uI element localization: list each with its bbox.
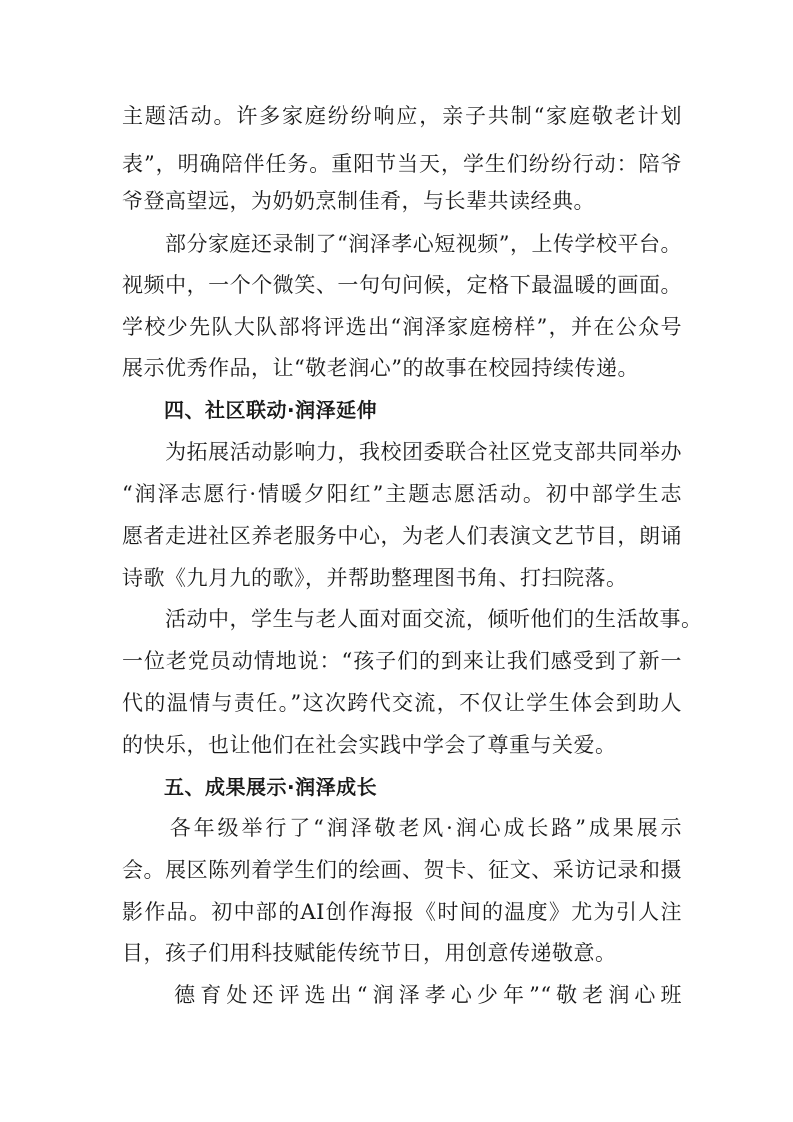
- section-heading: 四、社区联动·润泽延伸: [164, 398, 378, 422]
- paragraph-line: “润泽志愿行·情暖夕阳红”主题志愿活动。初中部学生志: [122, 482, 682, 506]
- paragraph-line: 部分家庭还录制了“润泽孝心短视频”，上传学校平台。: [122, 232, 682, 256]
- paragraph-line: 代的温情与责任。”这次跨代交流，不仅让学生体会到助人: [122, 691, 682, 715]
- paragraph-line: 为拓展活动影响力，我校团委联合社区党支部共同举办: [122, 440, 682, 464]
- paragraph-line: 视频中，一个个微笑、一句句问候，定格下最温暖的画面。: [122, 273, 682, 297]
- paragraph-line: 展示优秀作品，让“敬老润心”的故事在校园持续传递。: [122, 356, 639, 380]
- paragraph-line: 爷登高望远，为奶奶烹制佳肴，与长辈共读经典。: [122, 189, 595, 213]
- paragraph-line: 活动中，学生与老人面对面交流，倾听他们的生活故事。: [122, 607, 703, 631]
- paragraph-line: 愿者走进社区养老服务中心，为老人们表演文艺节目，朗诵: [122, 524, 682, 548]
- paragraph-line: 的快乐，也让他们在社会实践中学会了尊重与关爱。: [122, 733, 617, 757]
- paragraph-line: 目，孩子们用科技赋能传统节日，用创意传递敬意。: [122, 941, 617, 965]
- paragraph-line: 影作品。初中部的AI创作海报《时间的温度》尤为引人注: [122, 900, 682, 924]
- paragraph-line: 会。展区陈列着学生们的绘画、贺卡、征文、采访记录和摄: [122, 858, 682, 882]
- paragraph-line: 表”，明确陪伴任务。重阳节当天，学生们纷纷行动：陪爷: [122, 152, 682, 176]
- paragraph-line: 主题活动。许多家庭纷纷响应，亲子共制“家庭敬老计划: [122, 104, 682, 128]
- paragraph-line: 学校少先队大队部将评选出“润泽家庭榜样”，并在公众号: [122, 315, 682, 339]
- section-heading: 五、成果展示·润泽成长: [164, 775, 378, 799]
- paragraph-line: 各年级举行了“润泽敬老风·润心成长路”成果展示: [122, 816, 682, 840]
- paragraph-line: 诗歌《九月九的歌》，并帮助整理图书角、打扫院落。: [122, 566, 628, 590]
- paragraph-line: 德育处还评选出“润泽孝心少年”“敬老润心班: [122, 983, 682, 1007]
- paragraph-line: 一位老党员动情地说：“孩子们的到来让我们感受到了新一: [122, 649, 682, 673]
